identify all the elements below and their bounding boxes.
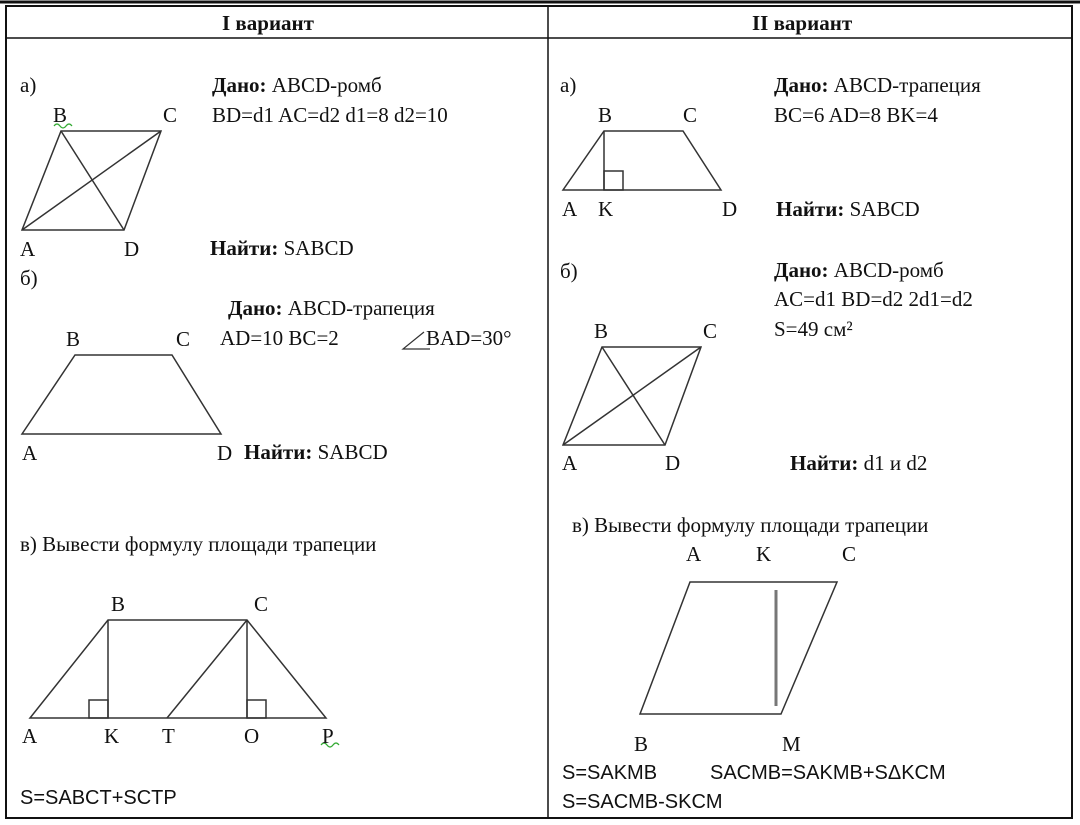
v1-a-vertex-c: C [163,103,178,127]
v2-c-vertex-k: K [756,542,772,566]
variant2-title: II вариант [752,11,853,35]
v1-b-vertex-c: C [176,327,191,351]
v1-c-task: в) Вывести формулу площади трапеции [20,532,377,556]
v2-c-task: в) Вывести формулу площади трапеции [572,513,929,537]
v1-c-vertex-c: C [254,592,269,616]
v2-a-given [774,73,981,97]
v1-a-rhombus [22,131,161,230]
v2-c-vertex-b: B [634,732,649,756]
v2-a-vertex-k: K [598,197,614,221]
v2-a-trapezoid [563,131,721,190]
v1-a-given-line2: BD=d1 AC=d2 d1=8 d2=10 [212,103,448,127]
v2-a-vertex-a: A [562,197,578,221]
v2-a-given-label: Дано: [774,73,829,97]
v1-c-vertex-t: T [162,724,175,748]
v1-a-vertex-b: B [53,103,68,127]
v2-a-given-text: ABCD-трапеция [833,73,981,97]
v1-b-vertex-a: A [22,441,38,465]
v1-b-given [228,296,435,320]
v2-a-vertex-b: B [598,103,613,127]
v2-c-formula-2: SACMB=SAKMB+SΔKCM [710,762,946,784]
v1-c-vertex-p: P [322,724,334,748]
v2-c-vertex-m: M [782,732,801,756]
v1-b-given-label: Дано: [228,296,283,320]
v2-b-vertex-b: B [594,319,609,343]
v2-a-vertex-d: D [722,197,738,221]
v1-b-given-line2: AD=10 BC=2 [220,326,339,350]
v1-b-find-label: Найти: [244,440,313,464]
v2-c-formula-1: S=SAKMB [562,762,658,784]
v1-c-trapezoid [30,620,326,718]
table-border [6,6,1072,818]
v2-b-given-label: Дано: [774,258,829,282]
v2-c-vertex-a: A [686,542,702,566]
v1-b-vertex-d: D [217,441,233,465]
v1-c-formula: S=SABCT+SCTP [20,787,177,809]
v2-b-vertex-a: A [562,451,578,475]
v2-b-rhombus [563,347,701,445]
variant1-title: I вариант [222,11,314,35]
v1-a-mark: а) [20,73,37,97]
v2-b-mark: б) [560,259,578,283]
v1-c-vertex-b: B [111,592,126,616]
v1-b-trapezoid [22,355,221,434]
v2-b-given-line3: S=49 см² [774,317,853,341]
v1-c-vertex-a: A [22,724,38,748]
v1-a-given-label: Дано: [212,73,267,97]
v1-b-given-text: ABCD-трапеция [287,296,435,320]
v2-a-given-line2: BC=6 AD=8 BK=4 [774,103,938,127]
v2-b-find-text: d1 и d2 [863,451,928,475]
v2-a-find [776,197,920,221]
v1-a-find-label: Найти: [210,236,279,260]
v2-b-given-line2: AC=d1 BD=d2 2d1=d2 [774,287,973,311]
v1-b-find-text: SABCD [317,440,388,464]
v2-c-formula-3: S=SACMB-SKCM [562,791,723,813]
v2-b-vertex-d: D [665,451,681,475]
v1-a-given [212,73,382,97]
v2-b-given [774,258,944,282]
v2-c-vertex-c: C [842,542,857,566]
v2-a-find-label: Найти: [776,197,845,221]
v2-a-mark: а) [560,73,577,97]
v1-b-mark: б) [20,266,38,290]
v1-a-given-text: ABCD-ромб [271,73,382,97]
v2-a-find-text: SABCD [849,197,920,221]
v1-c-vertex-k: K [104,724,120,748]
v1-b-vertex-b: B [66,327,81,351]
v2-b-given-text: ABCD-ромб [833,258,944,282]
v1-b-angle-text: BAD=30° [426,326,512,350]
v1-a-find-text: SABCD [283,236,354,260]
v1-a-vertex-a: A [20,237,36,261]
v2-b-find-label: Найти: [790,451,859,475]
v1-a-find [210,236,354,260]
v2-b-vertex-c: C [703,319,718,343]
v1-b-find [244,440,388,464]
v1-c-vertex-o: O [244,724,260,748]
v2-b-find [790,451,927,475]
v2-a-vertex-c: C [683,103,698,127]
v2-c-parallelogram [640,582,837,714]
v1-a-vertex-d: D [124,237,140,261]
